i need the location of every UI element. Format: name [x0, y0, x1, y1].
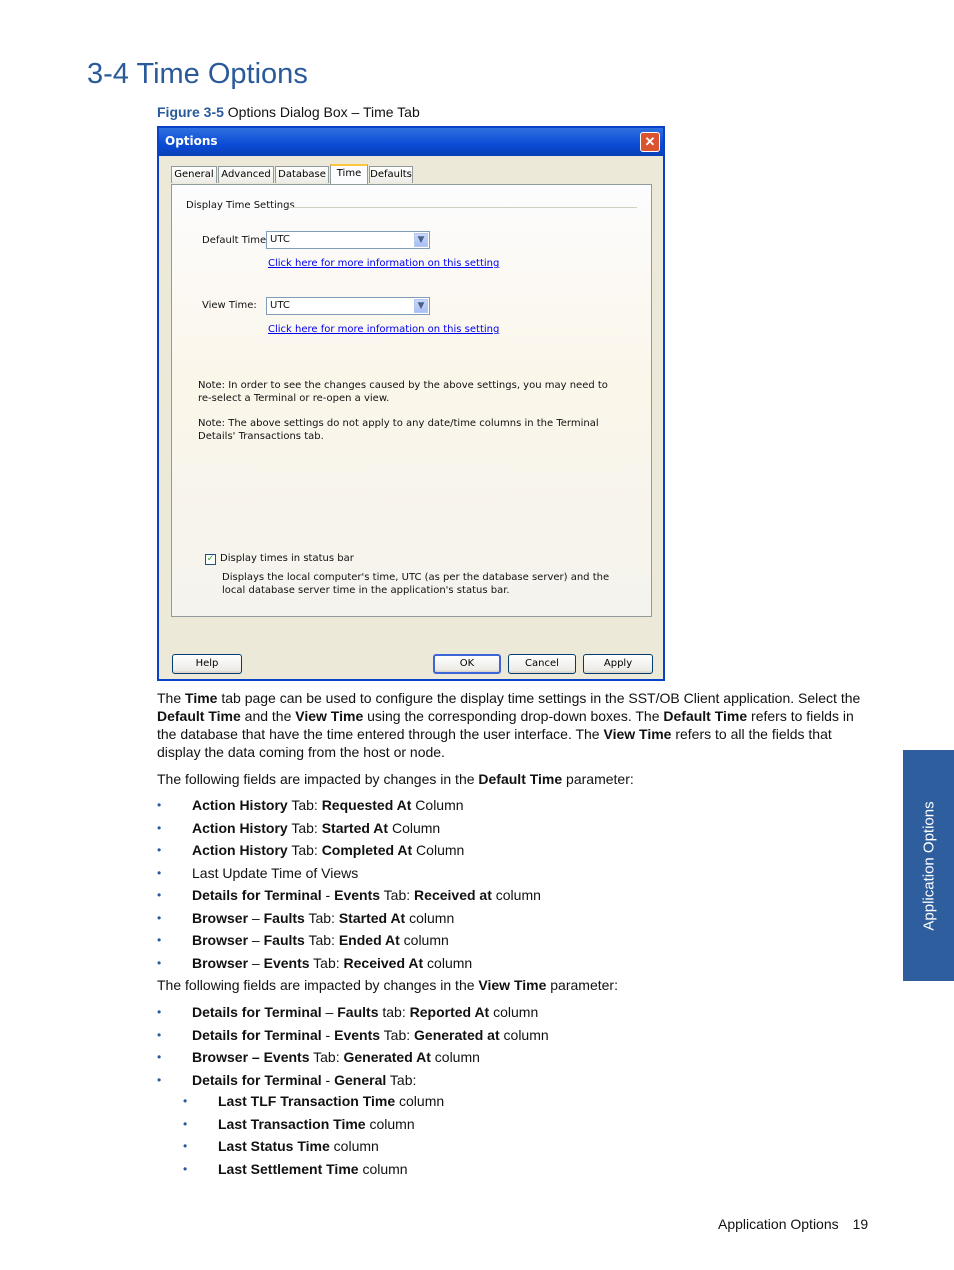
bold-text: Faults [263, 932, 305, 948]
text-run: Tab: [386, 1071, 417, 1088]
text-run: Tab: [309, 954, 344, 971]
text-run: Tab: [304, 932, 339, 948]
page-footer [718, 1216, 868, 1232]
bullet-icon: • [183, 1139, 188, 1153]
bold-text: Browser [192, 954, 249, 971]
view-time-value: UTC [270, 300, 290, 311]
text-run: Tab: [304, 909, 339, 926]
bold-text: Details for Terminal [192, 1004, 322, 1020]
view-time-help-link[interactable]: Click here for more information on this setting [268, 324, 500, 335]
bold-text: Default Time [157, 708, 241, 724]
text-run: Last Update Time of Views [192, 864, 359, 881]
bullet-icon: • [157, 843, 162, 857]
text-run: column [489, 1004, 539, 1020]
bold-text: Time [185, 690, 218, 706]
bold-text: Details for Terminal [192, 1071, 322, 1088]
text-run: column [430, 1049, 480, 1065]
text-run: tab: [378, 1004, 410, 1020]
bullet-icon: • [157, 955, 162, 970]
cancel-button[interactable]: Cancel [508, 654, 576, 674]
text-run: parameter: [546, 977, 618, 993]
bold-text: Requested At [321, 797, 412, 813]
bold-text: Events [334, 887, 381, 903]
bullet-icon: • [157, 888, 162, 902]
list-item-text [192, 910, 454, 926]
ok-button[interactable]: OK [433, 654, 501, 674]
text-run: The [157, 690, 186, 706]
text-run: Tab: [380, 887, 415, 903]
list-item-text [192, 1049, 480, 1065]
bold-text: Received At [343, 954, 424, 971]
list-item-text [218, 1093, 444, 1109]
text-run: - [321, 1026, 335, 1043]
text-run: column [329, 1138, 379, 1154]
text-run: – [321, 1004, 338, 1020]
text-run: - [321, 1071, 335, 1088]
page-number: 19 [852, 1216, 869, 1232]
text-run: and the [240, 708, 296, 724]
bold-text: View Time [478, 977, 547, 993]
list-item-text [192, 1027, 549, 1043]
help-button[interactable]: Help [172, 654, 242, 674]
footer-section: Application Options [718, 1216, 839, 1232]
bold-text: Details for Terminal [192, 887, 322, 903]
text-run: column [499, 1026, 549, 1043]
checkbox-label: Display times in status bar [220, 553, 354, 564]
text-run: Column [411, 797, 464, 813]
tab-general[interactable]: General [171, 166, 217, 183]
bold-text: Details for Terminal [192, 1026, 322, 1043]
side-section-tab [903, 750, 954, 981]
chevron-down-icon[interactable]: ▼ [414, 299, 428, 313]
text-run: - [321, 887, 335, 903]
default-time-label: Default Time [202, 235, 267, 246]
bullet-icon: • [183, 1116, 188, 1131]
list-item-text [192, 887, 541, 903]
list-item-text [192, 1072, 416, 1088]
bold-text: Ended At [338, 932, 400, 948]
view-time-label: View Time: [202, 300, 257, 311]
text-run: column [365, 1115, 415, 1132]
bullet-icon: • [157, 1072, 162, 1087]
bullet-icon: • [157, 910, 162, 925]
text-run: Column [388, 819, 441, 836]
list-item-text [192, 865, 358, 881]
bold-text: Generated at [414, 1026, 500, 1043]
text-run: – [248, 932, 264, 948]
text-run: column [491, 887, 541, 903]
bold-text: View Time [603, 726, 672, 742]
list-item-text [192, 820, 440, 836]
list-item-text [192, 797, 464, 813]
text-run: Tab: [287, 842, 322, 858]
bold-text: Events [263, 954, 310, 971]
list-item-text [192, 955, 472, 971]
figure-number: Figure 3-5 [157, 104, 224, 120]
bullet-icon: • [157, 933, 162, 947]
chevron-down-icon[interactable]: ▼ [414, 233, 428, 247]
bold-text: Last Status Time [218, 1138, 330, 1154]
side-tab-label: Application Options [920, 800, 937, 931]
bold-text: Generated At [343, 1049, 431, 1065]
list-item-text [218, 1116, 415, 1132]
text-run: – [248, 909, 264, 926]
text-run: column [358, 1160, 408, 1177]
bullet-icon: • [157, 820, 162, 835]
text-run: Column [412, 842, 465, 858]
text-run: column [423, 954, 473, 971]
group-label: Display Time Settings [186, 200, 295, 211]
bold-text: General [334, 1071, 387, 1088]
bold-text: Last Transaction Time [218, 1115, 366, 1132]
bold-text: Reported At [409, 1004, 490, 1020]
list-item-text [218, 1138, 379, 1154]
text-run: column [399, 932, 449, 948]
view-time-intro [157, 976, 862, 994]
time-tab-panel [171, 184, 652, 617]
list-item-text [218, 1161, 408, 1177]
bold-text: Received at [414, 887, 492, 903]
bullet-icon: • [157, 865, 162, 880]
bullet-icon: • [157, 1005, 162, 1019]
bullet-icon: • [157, 1050, 162, 1064]
text-run: refers to fields in the database that have the time entered through the user interface. The [157, 708, 854, 742]
bold-text: Default Time [478, 771, 563, 787]
text-run: The following fields are impacted by changes in the [157, 977, 479, 993]
close-icon[interactable]: ✕ [640, 132, 660, 152]
dialog-titlebar [159, 128, 663, 156]
bold-text: Browser – Events [192, 1049, 310, 1065]
bold-text: Started At [338, 909, 406, 926]
page-title: 3-4 Time Options [87, 58, 308, 90]
bold-text: Started At [321, 819, 389, 836]
bold-text: Default Time [663, 708, 748, 724]
figure-caption [157, 104, 420, 120]
intro-paragraph [157, 689, 862, 761]
status-bar-checkbox[interactable]: ✓ [206, 554, 215, 564]
text-run: column [395, 1093, 445, 1109]
bold-text: Completed At [321, 842, 413, 858]
checkbox-description: Displays the local computer's time, UTC (as per the database server) and the local database server time in the application's status bar. [222, 572, 610, 596]
options-dialog [157, 126, 665, 681]
bullet-icon: • [157, 798, 162, 812]
text-run: Tab: [380, 1026, 415, 1043]
text-run: – [248, 954, 264, 971]
list-item-text [192, 1004, 538, 1020]
figure-caption-text: Options Dialog Box – Time Tab [223, 104, 420, 120]
bold-text: Faults [337, 1004, 379, 1020]
bullet-icon: • [183, 1161, 188, 1176]
bold-text: Faults [263, 909, 305, 926]
dialog-title: Options [165, 134, 218, 148]
text-run: using the corresponding drop-down boxes. The [363, 708, 664, 724]
default-time-help-link[interactable]: Click here for more information on this setting [268, 258, 500, 269]
list-item-text [192, 932, 449, 948]
text-run: parameter: [562, 771, 634, 787]
bold-text: Last Settlement Time [218, 1160, 359, 1177]
view-time-select[interactable] [266, 297, 430, 315]
text-run: Tab: [287, 819, 322, 836]
text-run: tab page can be used to configure the display time settings in the SST/OB Client application. Select the [217, 690, 861, 706]
text-run: Tab: [287, 797, 322, 813]
text-run: refers to all the fields that display the data coming from the host or node. [157, 726, 832, 760]
tab-advanced[interactable]: Advanced [218, 166, 274, 183]
apply-button[interactable]: Apply [583, 654, 653, 674]
text-run: The following fields are impacted by changes in the [157, 771, 479, 787]
default-time-select[interactable] [266, 231, 430, 249]
list-item-text [192, 842, 464, 858]
bold-text: Last TLF Transaction Time [218, 1093, 396, 1109]
default-time-intro [157, 770, 862, 788]
text-run: column [405, 909, 455, 926]
bold-text: Browser [192, 909, 249, 926]
bold-text: Browser [192, 932, 249, 948]
note-reselect: Note: In order to see the changes caused by the above settings, you may need to re-select a Terminal or re-open a view. [198, 380, 608, 404]
bold-text: Action History [192, 842, 288, 858]
group-divider [289, 207, 637, 208]
bold-text: Action History [192, 797, 288, 813]
bold-text: Events [334, 1026, 381, 1043]
bold-text: View Time [295, 708, 364, 724]
tab-defaults[interactable]: Defaults [369, 166, 413, 183]
default-time-value: UTC [270, 234, 290, 245]
tab-time[interactable]: Time [330, 164, 368, 184]
bullet-icon: • [183, 1094, 188, 1108]
text-run: Tab: [309, 1049, 344, 1065]
bullet-icon: • [157, 1027, 162, 1042]
bold-text: Action History [192, 819, 288, 836]
note-transactions: Note: The above settings do not apply to any date/time columns in the Terminal Details' Transactions tab. [198, 418, 599, 442]
tab-database[interactable]: Database [275, 166, 329, 183]
